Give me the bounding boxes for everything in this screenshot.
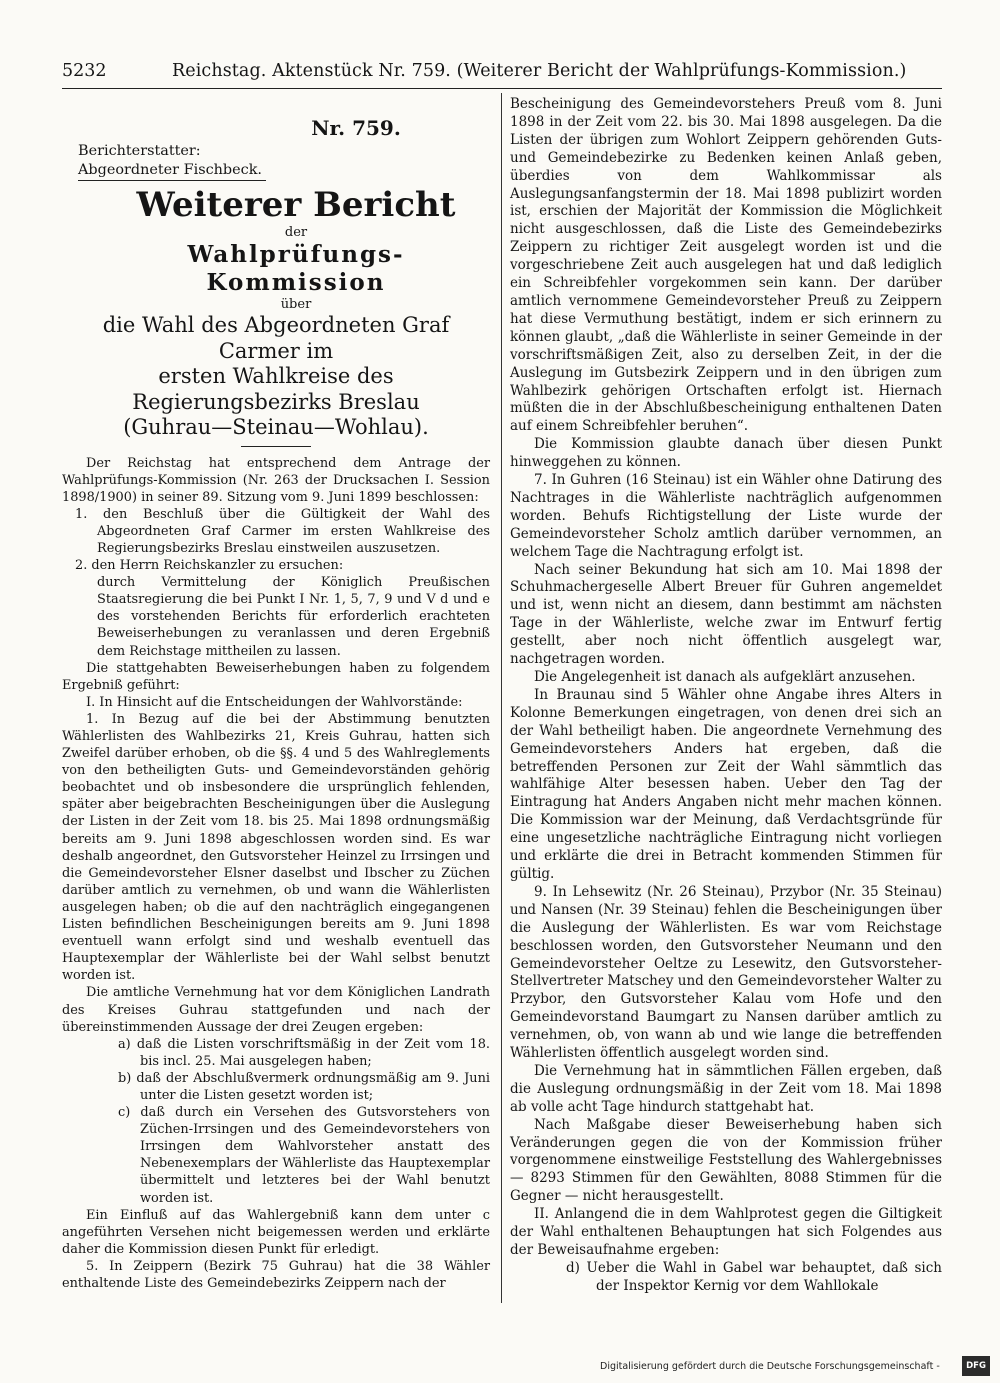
section-heading-I: I. In Hinsicht auf die Entscheidungen der Wahlvorstände: [86,694,463,710]
paragraph: Die stattgehabten Beweiserhebungen haben zu folgendem Ergebniß geführt: [62,660,490,693]
paragraph: Die Kommission glaubte danach über diesen Punkt hinweggehen zu können. [510,436,942,471]
paragraph: Nach seiner Bekundung hat sich am 10. Mai 1898 der Schuhmachergeselle Albert Breuer für Guhren angemeldet und ist, wenn nicht an diesem, dann bestimmt am nächsten Tage in der Wählerliste, welche zwar im Entwurf fertig gestellt, aber noch nicht öffentlich ausgelegt war, nachgetragen worden. [510,561,942,668]
running-title: Reichstag. Aktenstück Nr. 759. (Weiterer Bericht der Wahlprüfungs-Kommission.) [172,61,907,81]
paragraph: Bescheinigung des Gemeindevorstehers Preuß vom 8. Juni 1898 in der Zeit vom 22. bis 30. Mai 1898 ausgelegen. Da die Listen der übrigen zum Wohlort Zeippern gehörenden Guts- und Gemeindebezirke zu Bedenken keinen Anlaß geben, überdies von dem Wahlkommissar als Auslegungsanfangstermin der 18. Mai 1898 publizirt worden ist, erschien der Majorität der Kommission die Möglichkeit nicht ausgeschlossen, daß die Liste des Gemeindebezirks Zeippern zu richtiger Zeit ausgelegt worden ist und die vorgeschriebene Zeit auch ausgelegen hat und daß lediglich ein Schreibfehler vorgekommen sein kann. Der darüber amtlich vernommene Gemeindevorsteher Preuß zu Zeippern hat diese Vermuthung bestätigt, indem er sich erinnern zu können glaubt, „daß die Wählerliste in seiner Gemeinde in der vorschriftsmäßigen Zeit, also zu derselben Zeit, in der die Auslegung im Gutsbezirk Zeippern und in den übrigen zum Wahlbezirk gehörigen Ortschaften erfolgt ist. Hiernach müßten die in der Abschlußbescheinigung enthaltenen Daten auf einem Schreibfehler beruhen“. [510,96,942,435]
left-column [62,96,490,1292]
paragraph: Nach Maßgabe dieser Beweiserhebung haben sich Veränderungen gegen die von der Kommission früher vorgenommene einstweilige Feststellung des Wahlergebnisses — 8293 Stimmen für den Gewählten, 8088 Stimmen für die Gegner — nicht herausgestellt. [510,1116,942,1205]
paragraph: Die amtliche Vernehmung hat vor dem Königlichen Landrath des Kreises Guhrau stattgefunden und nach der übereinstimmenden Aussage der drei Zeugen ergeben: [62,985,490,1035]
paragraph: In Braunau sind 5 Wähler ohne Angabe ihres Alters in Kolonne Bemerkungen eingetragen, von denen drei sich an der Wahl betheiligt haben. Die angeordnete Vernehmung des Gemeindevorstehers Anders hat ergeben, daß die betreffenden Personen zur Zeit der Wahl sämmtlich das wahlfähige Alter besessen haben. Ueber den Tag der Eintragung hat Anders Angaben nicht mehr machen können. Die Kommission war der Meinung, daß Verdachtsgründe für eine ungesetzliche nachträgliche Eintragung nicht vorliegen und erklärte die drei in Betracht kommenden Stimmen für gültig. [510,686,942,882]
column-divider [501,93,502,1303]
title-rule [241,446,311,447]
finding-b: b) daß der Abschlußvermerk ordnungsmäßig am 9. Juni unter die Listen gesetzt worden ist; [118,1070,490,1103]
page-number: 5232 [62,61,107,81]
resolution-item-2-body: durch Vermittelung der Königlich Preußischen Staatsregierung die bei Punkt I Nr. 1, 5, 7, 9 und V d und e des vorstehenden Berichts für erforderlich erachteten Beweiserhebungen zu veranlassen und deren Ergebniß dem Reichstage mittheilen zu lassen. [97,575,490,659]
paragraph: 1. In Bezug auf die bei der Abstimmung benutzten Wählerlisten des Wahlbezirks 21, Kreis Guhrau, hatten sich Zweifel darüber erhoben, ob die §§. 4 und 5 des Wahlreglements von den betheiligten Guts- und Gemeindevorständen gehörig beobachtet und ob insbesondere die ursprünglich fehlenden, später aber beigebrachten Bescheinigungen über die Auslegung der Listen in der Zeit vom 18. bis 25. Mai 1898 ordnungsmäßig bereits am 9. Juni 1898 abgeschlossen worden sind. Es war deshalb angeordnet, den Gutsvorsteher Heinzel zu Irrsingen und die Gemeindevorsteher Elsner daselbst und Ibscher zu Züchen darüber amtlich zu vernehmen, ob und wann die Wählerlisten ausgelegen haben; ob die auf den nachträglich eingegangenen Listen befindlichen Bescheinigungen bereits am 9. Juni 1898 eventuell wann erfolgt sind und weshalb eventuell das Hauptexemplar der Wählerliste bei der Wahl selbst benutzt worden ist. [62,711,490,984]
reporter-name: Abgeordneter Fischbeck. [78,161,266,181]
document-number: Nr. 759. [311,116,401,140]
header-rule [62,88,942,89]
paragraph: Der Reichstag hat entsprechend dem Antrage der Wahlprüfungs-Kommission (Nr. 263 der Drucksachen I. Session 1898/1900) in seiner 89. Sitzung vom 9. Juni 1899 beschlossen: [62,455,490,505]
paragraph: 5. In Zeippern (Bezirk 75 Guhrau) hat die 38 Wähler enthaltende Liste des Gemeindebezirks Zeippern nach der [62,1258,490,1291]
subject-line-2: ersten Wahlkreise des Regierungsbezirks Breslau [132,364,420,414]
title-connector-der: der [284,225,308,240]
commission-title: Wahlprüfungs-Kommission [187,241,405,296]
paragraph: Ein Einfluß auf das Wahlergebniß kann dem unter c angeführten Versehen nicht beigemessen werden und erklärte daher die Kommission diesen Punkt für erledigt. [62,1207,490,1257]
report-title: Weiterer Bericht [136,185,456,225]
reporter-label: Berichterstatter: [78,143,201,159]
resolution-item-2: 2. den Herrn Reichskanzler zu ersuchen: [75,558,344,574]
resolution-item-1: 1. den Beschluß über die Gültigkeit der Wahl des Abgeordneten Graf Carmer im ersten Wahlkreise des Regierungsbezirks Breslau einstweilen auszusetzen. [75,506,490,556]
subject-line-3: (Guhrau—Steinau—Wohlau). [123,415,429,439]
dfg-logo: DFG [962,1356,990,1376]
section-heading-II: II. Anlangend die in dem Wahlprotest gegen die Giltigkeit der Wahl enthaltenen Behauptungen hat sich Folgendes aus der Beweisaufnahme ergeben: [510,1206,942,1258]
paragraph: Die Angelegenheit ist danach als aufgeklärt anzusehen. [534,669,916,685]
finding-a: a) daß die Listen vorschriftsmäßig in der Zeit vom 18. bis incl. 25. Mai ausgelegen haben; [118,1036,490,1069]
right-column [510,96,942,1296]
finding-d: d) Ueber die Wahl in Gabel war behauptet, daß sich der Inspektor Kernig vor dem Wahllokale [566,1259,942,1294]
paragraph: 7. In Guhren (16 Steinau) ist ein Wähler ohne Datirung des Nachtrages in die Wählerliste nachträglich aufgenommen worden. Behufs Richtigstellung der Liste wurde der Gemeindevorsteher Scholz amtlich darüber vernommen, an welchem Tage die Nachtragung erfolgt ist. [510,472,942,560]
subject-line-1: die Wahl des Abgeordneten Graf Carmer im [102,313,450,363]
paragraph: 9. In Lehsewitz (Nr. 26 Steinau), Przybor (Nr. 35 Steinau) und Nansen (Nr. 39 Steinau) fehlen die Bescheinigungen über die Auslegung der Wählerlisten. Es war vom Reichstage beschlossen worden, den Gutsvorsteher Neumann und den Gemeindevorsteher Oeltze zu Lesewitz, den Gutsvorsteher-Stellvertreter Matschey und den Gemeindevorsteher Walter zu Przybor, den Gutsvorsteher Kalau vom Hofe und den Gemeindevorstand Baumgart zu Nansen darüber amtlich zu vernehmen, ob, von wann ab und wie lange die betreffenden Wählerlisten öffentlich ausgelegt worden sind. [510,883,942,1062]
digitization-credit: Digitalisierung gefördert durch die Deutsche Forschungsgemeinschaft - [600,1361,940,1372]
title-connector-ueber: über [280,297,312,312]
finding-c: c) daß durch ein Versehen des Gutsvorstehers von Züchen-Irrsingen und des Gemeindevorstehers von Irrsingen dem Wahlvorsteher anstatt des Nebenexemplars der Wählerliste das Hauptexemplar übermittelt und letzteres bei der Wahl benutzt worden ist. [118,1105,490,1206]
paragraph: Die Vernehmung hat in sämmtlichen Fällen ergeben, daß die Auslegung ordnungsmäßig in der Zeit vom 18. Mai 1898 ab volle acht Tage hindurch stattgehabt hat. [510,1062,942,1115]
